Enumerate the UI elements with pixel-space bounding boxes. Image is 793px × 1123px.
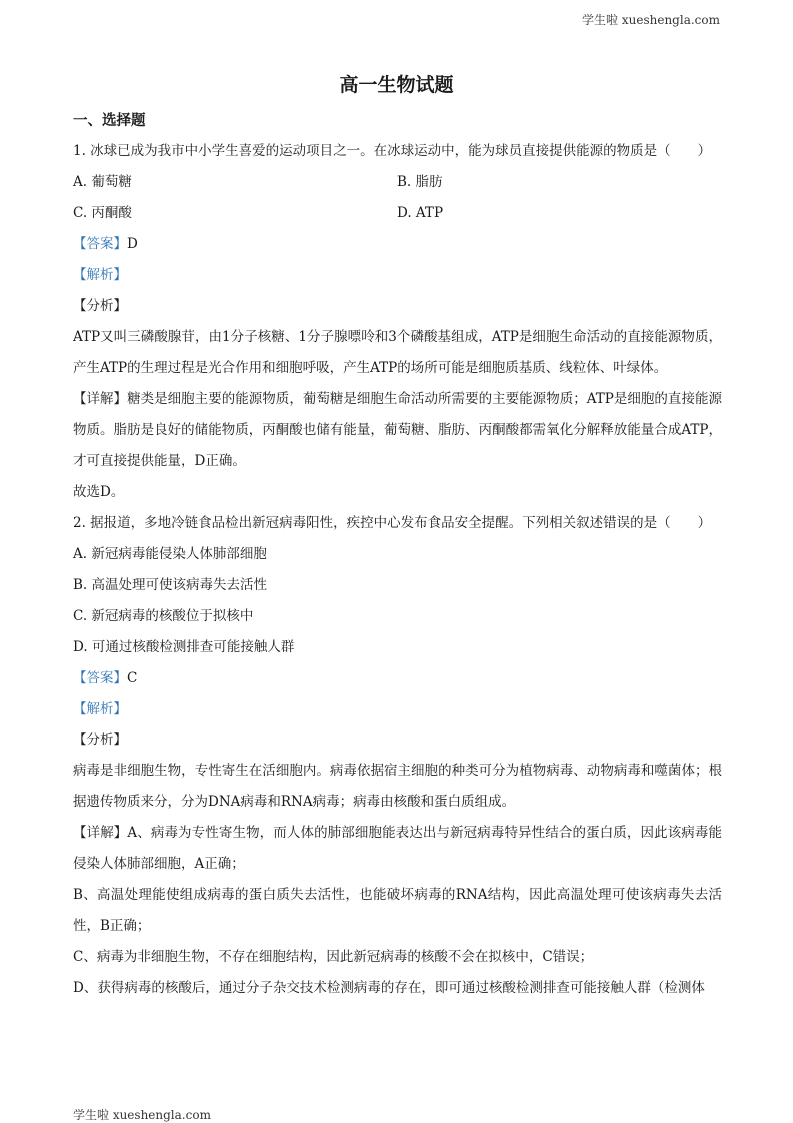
q1-options-row2 xyxy=(73,198,722,229)
q1-fenxi-tag: 【分析】 xyxy=(73,298,127,314)
q1-detail-text: 【详解】糖类是细胞主要的能源物质，葡萄糖是细胞生命活动所需要的主要能源物质；ATP是细胞的直接能源物质。脂肪是良好的储能物质，丙酮酸也储有能量，葡萄糖、脂肪、丙酮酸都需氧化分解释放能量合成ATP，才可直接提供能量，D正确。 xyxy=(73,391,722,469)
q2-detail-a: 【详解】A、病毒为专性寄生物，而人体的肺部细胞能表达出与新冠病毒特异性结合的蛋白质，因此该病毒能侵染人体肺部细胞，A正确； xyxy=(73,825,722,872)
q2-detail-b: B、高温处理能使组成病毒的蛋白质失去活性，也能破坏病毒的RNA结构，因此高温处理可使该病毒失去活性，B正确； xyxy=(73,887,722,934)
section-heading: 一、选择题 xyxy=(73,112,146,129)
q1-conclusion: 故选D。 xyxy=(73,484,125,500)
q2-option-a: A. 新冠病毒能侵染人体肺部细胞 xyxy=(73,546,267,562)
q1-answer-tag: 【答案】 xyxy=(73,236,127,252)
q1-option-a: A. 葡萄糖 xyxy=(73,174,132,190)
q2-option-c: C. 新冠病毒的核酸位于拟核中 xyxy=(73,608,254,624)
q2-fenxi-text: 病毒是非细胞生物，专性寄生在活细胞内。病毒依据宿主细胞的种类可分为植物病毒、动物病毒和噬菌体；根据遗传物质来分，分为DNA病毒和RNA病毒；病毒由核酸和蛋白质组成。 xyxy=(73,763,722,810)
q2-fenxi-tag: 【分析】 xyxy=(73,732,127,748)
q1-option-b: B. 脂肪 xyxy=(397,174,443,190)
q2-option-b: B. 高温处理可使该病毒失去活性 xyxy=(73,577,268,593)
q2-answer-value: C xyxy=(127,670,138,686)
q2-analysis-tag: 【解析】 xyxy=(73,701,127,717)
page-header: 学生啦 xueshengla.com xyxy=(582,13,720,27)
q1-analysis-tag: 【解析】 xyxy=(73,267,127,283)
q1-stem: 1. 冰球已成为我市中小学生喜爱的运动项目之一。在冰球运动中，能为球员直接提供能源的物质是（ ） xyxy=(73,143,712,159)
q2-stem: 2. 据报道，多地冷链食品检出新冠病毒阳性，疾控中心发布食品安全提醒。下列相关叙述错误的是（ ） xyxy=(73,515,712,531)
q1-option-c: C. 丙酮酸 xyxy=(73,205,132,221)
q2-detail-c: C、病毒为非细胞生物，不存在细胞结构，因此新冠病毒的核酸不会在拟核中，C错误； xyxy=(73,949,594,965)
q2-option-d: D. 可通过核酸检测排查可能接触人群 xyxy=(73,639,295,655)
q1-options-row1 xyxy=(73,167,722,198)
q1-answer-value: D xyxy=(127,236,138,252)
page-title: 高一生物试题 xyxy=(339,74,454,96)
q2-detail-d: D、获得病毒的核酸后，通过分子杂交技术检测病毒的存在，即可通过核酸检测排查可能接触人群（检测体 xyxy=(73,980,705,996)
document-body xyxy=(73,105,722,1004)
page-footer: 学生啦 xueshengla.com xyxy=(73,1108,211,1122)
q1-answer xyxy=(73,229,722,260)
q1-fenxi-text: ATP又叫三磷酸腺苷，由1分子核糖、1分子腺嘌呤和3个磷酸基组成，ATP是细胞生命活动的直接能源物质，产生ATP的生理过程是光合作用和细胞呼吸，产生ATP的场所可能是细胞质基质、线粒体、叶绿体。 xyxy=(73,329,722,376)
q2-answer-tag: 【答案】 xyxy=(73,670,127,686)
q1-option-d: D. ATP xyxy=(397,205,444,221)
q2-answer xyxy=(73,663,722,694)
